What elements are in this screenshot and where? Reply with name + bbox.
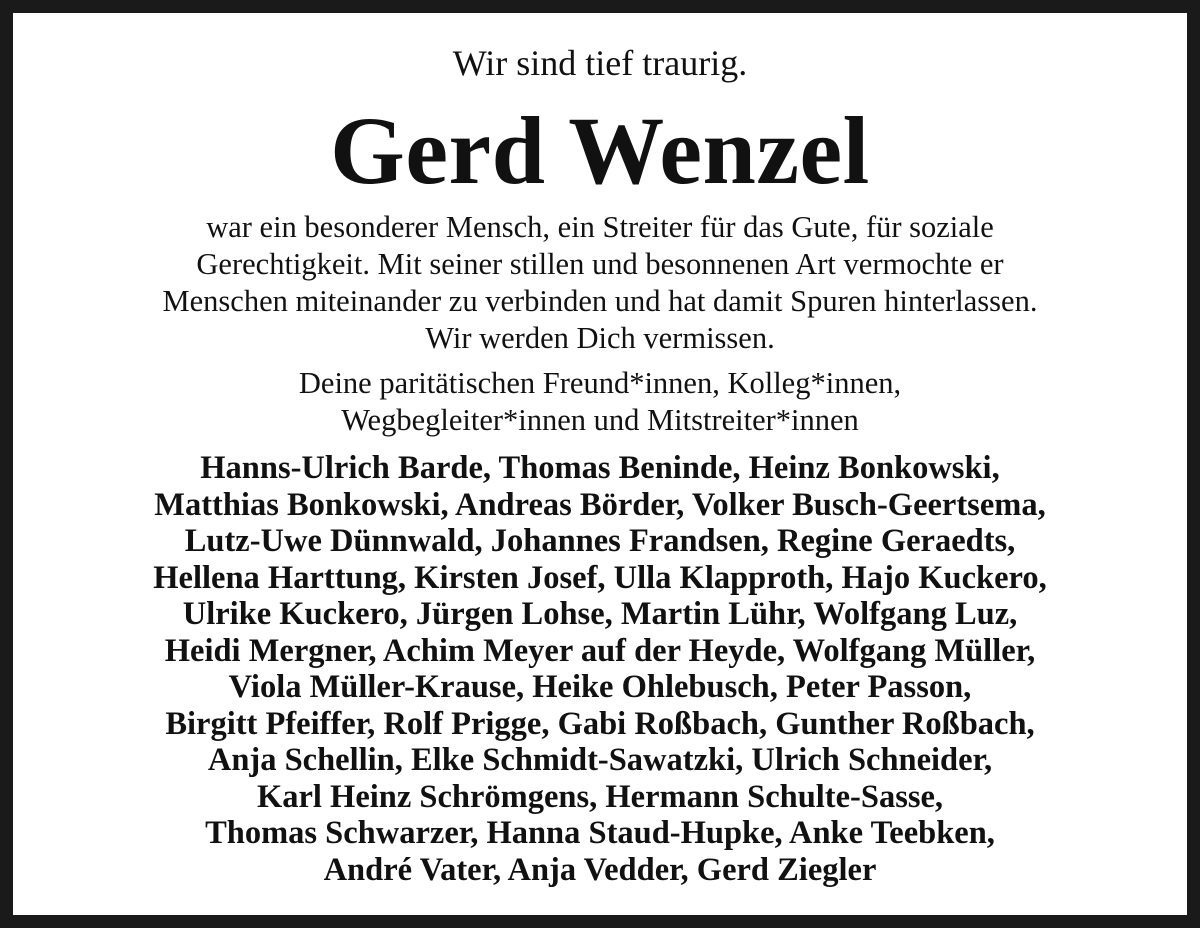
deceased-name: Gerd Wenzel: [330, 97, 870, 204]
names-line: Heidi Mergner, Achim Meyer auf der Heyde, Wolfgang Müller,: [164, 632, 1036, 669]
names-line: Karl Heinz Schrömgens, Hermann Schulte-Sasse,: [256, 778, 944, 815]
tribute-paragraph: [13, 209, 1187, 357]
signers-heading: [13, 365, 1187, 439]
names-line: Hellena Harttung, Kirsten Josef, Ulla Klapproth, Hajo Kuckero,: [153, 559, 1047, 596]
names-line: Viola Müller-Krause, Heike Ohlebusch, Peter Passon,: [228, 669, 972, 705]
signers-line: Deine paritätischen Freund*innen, Kolleg*innen,: [298, 366, 902, 400]
signers-line: Wegbegleiter*innen und Mitstreiter*innen: [341, 403, 859, 437]
names-line: Lutz-Uwe Dünnwald, Johannes Frandsen, Regine Geraedts,: [184, 523, 1016, 559]
tribute-line: Wir werden Dich vermissen.: [425, 321, 775, 355]
names-line: Anja Schellin, Elke Schmidt-Sawatzki, Ulrich Schneider,: [207, 742, 993, 778]
intro-line: Wir sind tief traurig.: [452, 43, 748, 83]
names-line: Ulrike Kuckero, Jürgen Lohse, Martin Lühr, Wolfgang Luz,: [182, 596, 1018, 632]
names-line: André Vater, Anja Vedder, Gerd Ziegler: [323, 851, 877, 888]
signer-names: [13, 450, 1187, 888]
names-line: Matthias Bonkowski, Andreas Börder, Volker Busch-Geertsema,: [154, 486, 1046, 523]
tribute-line: war ein besonderer Mensch, ein Streiter für das Gute, für soziale: [206, 210, 994, 244]
names-line: Hanns-Ulrich Barde, Thomas Beninde, Heinz Bonkowski,: [200, 450, 1000, 486]
tribute-line: Menschen miteinander zu verbinden und hat damit Spuren hinterlassen.: [162, 284, 1038, 318]
tribute-line: Gerechtigkeit. Mit seiner stillen und besonnenen Art vermochte er: [196, 247, 1004, 281]
names-line: Birgitt Pfeiffer, Rolf Prigge, Gabi Roßbach, Gunther Roßbach,: [165, 705, 1035, 742]
names-line: Thomas Schwarzer, Hanna Staud-Hupke, Anke Teebken,: [205, 815, 995, 851]
